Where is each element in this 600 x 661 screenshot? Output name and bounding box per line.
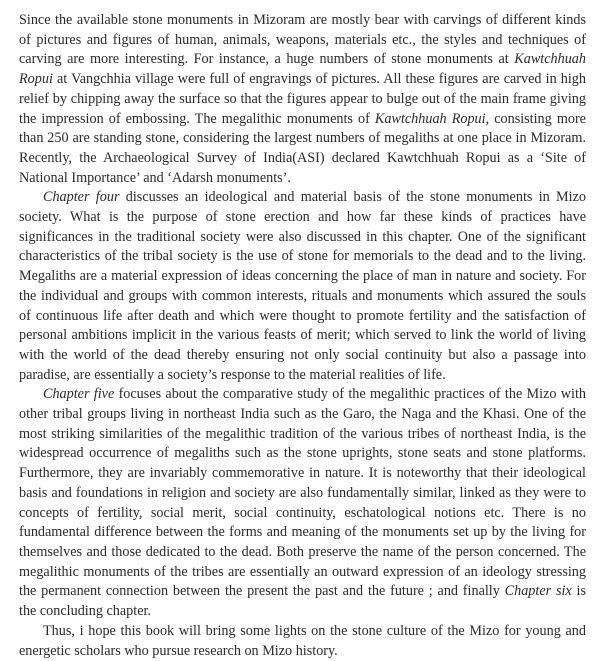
italic-text: Kawtchhuah Ropui, [374,110,490,127]
text-segment: Since the available stone monuments in Mizoram are mostly bear with carvings of different kinds of pictures and figures of human, animals, weapons, materials etc., the styles and techniques of carving are more interesting. For instance, a huge numbers of stone monuments at [19,12,586,68]
italic-text: Chapter six [504,583,572,600]
italic-text: Chapter five [43,386,115,403]
paragraph [19,188,586,385]
text-segment: discusses an ideological and material basis of the stone monuments in Mizo society. What is the purpose of stone erection and how far these kinds of practices have significances in the traditional society were also discussed in this chapter. One of the significant characteristics of the tribal society is the use of stone for memorials to the dead and to the living. Megaliths are a material expression of ideas concerning the place of man in nature and society. For the individual and groups with common interests, rituals and monuments which assured the souls of continuous life after death and which were thought to promote fertility and the satisfaction of personal ambitions implicit in the various feasts of merit; which served to link the world of living with the world of the dead thereby ensuring not only social continuity but also a passage into paradise, are essentially a society’s response to the material realities of life. [19,189,587,383]
paragraph [19,385,586,621]
paragraph [19,11,586,188]
italic-text: Chapter four [43,189,120,206]
text-segment: consisting more than 250 are standing stone, considering the largest numbers of megaliths at one place in Mizoram. Recently, the Archaeological Survey of India(ASI) declared Kawtchhuah Ropui as a ‘Site of National Importance’ and ‘Adarsh monuments’. [19,110,586,186]
text-segment: at Vangchhia village were full of engravings of pictures. All these figures are carved in high relief by chipping away the surface so that the figures appear to bulge out of the main frame giving the impression of embossing. The megalithic monuments of [19,71,586,127]
text-segment: Thus, i hope this book will bring some lights on the stone culture of the Mizo for young and energetic scholars who pursue research on Mizo history. [19,622,586,659]
text-segment: is the concluding chapter. [19,583,587,620]
body-text [19,11,586,661]
italic-text: Kawtchhuah Ropui [19,51,586,88]
paragraph [19,622,586,661]
text-segment: focuses about the comparative study of the megalithic practices of the Mizo with other tribal groups living in northeast India such as the Garo, the Naga and the Khasi. One of the most striking similarities of the megalithic tradition of the various tribes of northeast India, is the widespread occurrence of megaliths such as the stone uprights, stone seats and stone platforms. Furthermore, they are invariably commemorative in nature. It is noteworthy that their ideological basis and foundations in religion and society are also fundamentally similar, linked as they were to concepts of fertility, social merit, social continuity, eschatological notions etc. There is no fundamental difference between the forms and meaning of the monuments set up by the living for themselves and those dedicated to the dead. Both preserve the name of the person concerned. The megalithic monuments of the tribes are essentially an outward expression of an ideology stressing the permanent connection between the present the past and the future ; and finally [19,386,587,600]
